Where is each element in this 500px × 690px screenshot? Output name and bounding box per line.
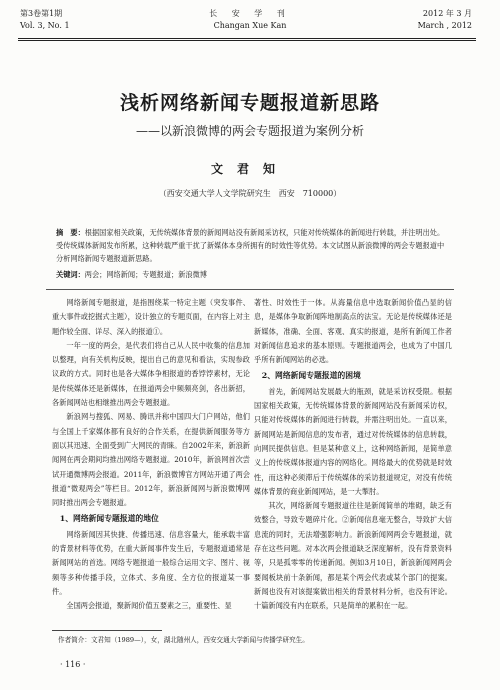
date-zh: 2012 年 3 月 [422,9,472,18]
abstract-divider [46,289,454,290]
article-title: 浅析网络新闻专题报道新思路 [119,92,380,114]
running-header [0,0,500,50]
body-paragraph: 一年一度的两会，是代表们将自己从人民中收集的信息加以整理，向有关机构反映，提出自己的意见和看法，实现参政议政的方式。同时也是各大媒体争相报道的香饽饽素材，无论是传统媒体还是新媒体，在报道两会中频频亮剑，各出新招，各新闻网站也相继推出两会专题报道。 [52,340,250,408]
journal-date [418,8,472,32]
footnote-rule [52,630,162,631]
keywords-label: 关键词： [56,270,85,279]
body-paragraph: 网络新闻专题报道，是指围绕某一特定主题（突发事件、重大事件或挖掘式主题），设计独立的专题页面，在内容上对主题作较全面、详尽、深入的报道①。 [52,298,250,336]
body-column-right [254,296,452,614]
author-name: 文君知 [210,162,289,176]
journal-name-en: Changan Xue Kan [213,21,287,30]
page-number: · 116 · [60,660,86,669]
body-paragraph: 网络新闻因其快捷、传播迅速、信息容量大，能承载丰富的背景材料等优势，在重大新闻事件发生后，专题报道通常是新闻网站的首选。网络专题报道一般综合运用文字、图片、视频等多种传播手段，立体式、多角度、全方位的报道某一事件。 [52,529,250,596]
keywords [56,268,448,281]
body-paragraph: 著性、时效性于一体。从海量信息中选取新闻价值凸显的信息，是媒体争取新闻阵地制高点的法宝。无论是传统媒体还是新媒体，准确、全面、客观、真实的报道，是所有新闻工作者对新闻信息追求的基本原则。专题报道两会，也成为了中国几乎所有新闻网站的必选。 [254,298,452,365]
body-column-left [52,296,250,614]
section-heading: 2、网络新闻专题报道的困境 [261,371,361,381]
body-paragraph: 新浪网与搜狐、网易、腾讯并称中国四大门户网站，他们与全国上千家媒体都有良好的合作关系，在提供新闻服务等方面以其迅速、全面受到广大网民的青睐。自2002年来，新浪新闻网在两会期间均推出网络专题报道。2010年，新浪网首次尝试开通微博两会报道。2011年，新浪微博官方网站开通了两会报道“微观两会”等栏目。2012年，新浪新闻网与新浪微博网同时推出两会专题报道。 [52,412,250,508]
journal-name-zh: 长 安 学 刊 [209,9,291,18]
abstract-label: 摘 要： [56,228,85,237]
abstract-text: 根据国家相关政策，无传统媒体背景的新闻网站没有新闻采访权，只能对传统媒体的新闻进行转载，并注明出处。受传统媒体新闻发布所累，这种转载严重干扰了新媒体本身所拥有的时效性等优势。本文试图从新浪微博的两会专题报道中分析网络新闻专题报道新思路。 [56,228,445,263]
author-footnote: 作者简介：文君知（1989—），女，湖北随州人，西安交通大学新闻与传播学研究生。 [58,636,309,644]
header-rule [18,38,476,41]
section-heading: 1、网络新闻专题报道的地位 [59,514,159,524]
issue-en: Vol. 3, No. 1 [20,21,70,30]
body-paragraph: 首先，新闻网站发展最大的瓶颈，就是采访权受限。根据国家相关政策，无传统媒体背景的新闻网站没有新闻采访权，只能对传统媒体的新闻进行转载，并需注明出处。一直以来，新闻网站是新闻信息的发布者，通过对传统媒体的信息转载，向网民提供信息。但是某种意义上，这种网络新闻，是简单意义上的传统媒体报道内容的网络化。网络最大的优势就是时效性，而这种必须滞后于传统媒体的采访报道规定，对没有传统媒体背景的商业新闻网站，是一大掣肘。 [254,386,452,496]
keywords-text: 两会；网络新闻；专题报道；新浪微博 [84,270,207,279]
body-paragraph: 全国两会报道，聚新闻价值五要素之三，重要性、显 [66,601,232,611]
date-en: March , 2012 [417,21,472,30]
issue-zh: 第3卷第1期 [20,9,63,18]
author-affiliation: （西安交通大学人文学院研究生 西安 710000） [158,189,342,198]
abstract [56,226,448,265]
body-paragraph: 其次，网络新闻专题报道往往是新闻简单的堆砌，缺乏有效整合，导致专题碎片化。②新闻信息毫无整合，导致扩大信息流的同时，无法增强影响力。新浪新闻网两会专题报道，就存在这些问题。对本次两会报道缺乏深度解析，没有背景资料等，只是孤零零的传递新闻。例如3月10日，新浪新闻网两会要闻板块前十条新闻，都是某个两会代表或某个部门的提案。新闻也没有对该提案做出相关的背景材料分析，也没有评论。十篇新闻没有内在联系，只是简单的累积在一起。 [254,501,452,611]
article-subtitle: ——以新浪微博的两会专题报道为案例分析 [135,124,364,138]
